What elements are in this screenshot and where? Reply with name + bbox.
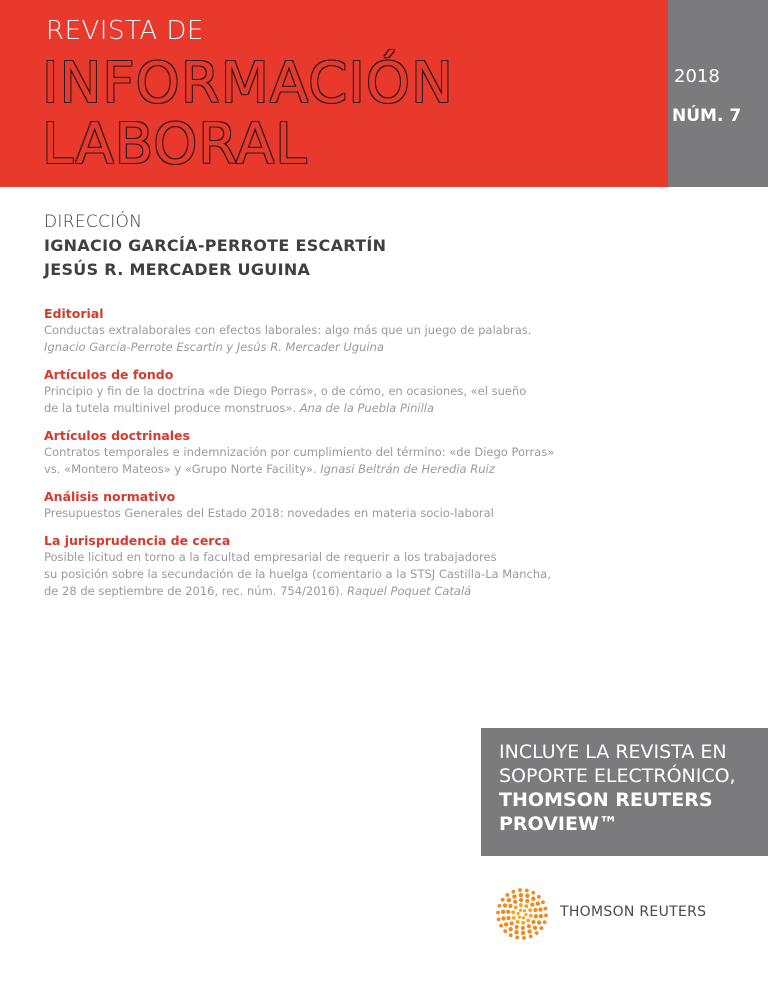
section-title: su posición sobre la secundación de la huelga (comentario a la STSJ Castilla-La Mancha, (44, 567, 551, 581)
section-author: Ana de la Puebla Pinilla (299, 401, 435, 415)
toc-section-editorial (44, 305, 644, 356)
table-of-contents (44, 305, 644, 610)
promo-line: INCLUYE LA REVISTA EN (499, 741, 727, 763)
promo-brand: THOMSON REUTERS (499, 789, 713, 811)
director-name: JESÚS R. MERCADER UGUINA (44, 260, 311, 279)
journal-title-line2: LABORAL (42, 112, 308, 177)
editorial-direction (44, 210, 386, 282)
issue-number: NÚM. 7 (672, 106, 742, 126)
section-title: Posible licitud en torno a la facultad empresarial de requerir a los trabajadores (44, 550, 497, 564)
section-author: Ignasi Beltrán de Heredia Ruiz (320, 462, 495, 476)
toc-section-articulos-de-fondo (44, 366, 644, 417)
thomson-reuters-dot-sphere-icon (494, 886, 550, 942)
toc-section-articulos-doctrinales (44, 427, 644, 478)
issue-year: 2018 (674, 66, 720, 87)
journal-title-prefix: REVISTA DE (46, 16, 204, 46)
section-heading: Artículos doctrinales (44, 428, 190, 443)
section-title: Presupuestos Generales del Estado 2018: novedades en materia socio-laboral (44, 506, 494, 520)
section-title: vs. «Montero Mateos» y «Grupo Norte Facility». (44, 462, 317, 476)
section-title: Contratos temporales e indemnización por cumplimiento del término: «de Diego Porras» (44, 445, 555, 459)
promo-line: SOPORTE ELECTRÓNICO, (499, 765, 736, 787)
section-heading: La jurisprudencia de cerca (44, 533, 231, 548)
section-title: Conductas extralaborales con efectos laborales: algo más que un juego de palabras. (44, 323, 532, 337)
section-title: de la tutela multinivel produce monstruos». (44, 401, 297, 415)
publisher-name: THOMSON REUTERS (560, 904, 707, 920)
section-author: Ignacio García-Perrote Escartín y Jesús R. Mercader Uguina (44, 340, 384, 354)
section-author: Raquel Poquet Catalá (346, 584, 472, 598)
director-name: IGNACIO GARCÍA-PERROTE ESCARTÍN (44, 236, 387, 255)
toc-section-jurisprudencia (44, 532, 644, 600)
section-title: Principio y fin de la doctrina «de Diego Porras», o de cómo, en ocasiones, «el sueño (44, 384, 527, 398)
proview-promo-box (481, 728, 768, 856)
section-heading: Artículos de fondo (44, 367, 174, 382)
direction-label: DIRECCIÓN (44, 212, 143, 232)
section-heading: Análisis normativo (44, 489, 176, 504)
toc-section-analisis-normativo (44, 488, 644, 522)
section-heading: Editorial (44, 306, 104, 321)
section-title: de 28 de septiembre de 2016, rec. núm. 754/2016). (44, 584, 344, 598)
promo-product: PROVIEW™ (499, 813, 618, 835)
issue-block (668, 0, 768, 187)
journal-title-line1: INFORMACIÓN (42, 51, 454, 116)
